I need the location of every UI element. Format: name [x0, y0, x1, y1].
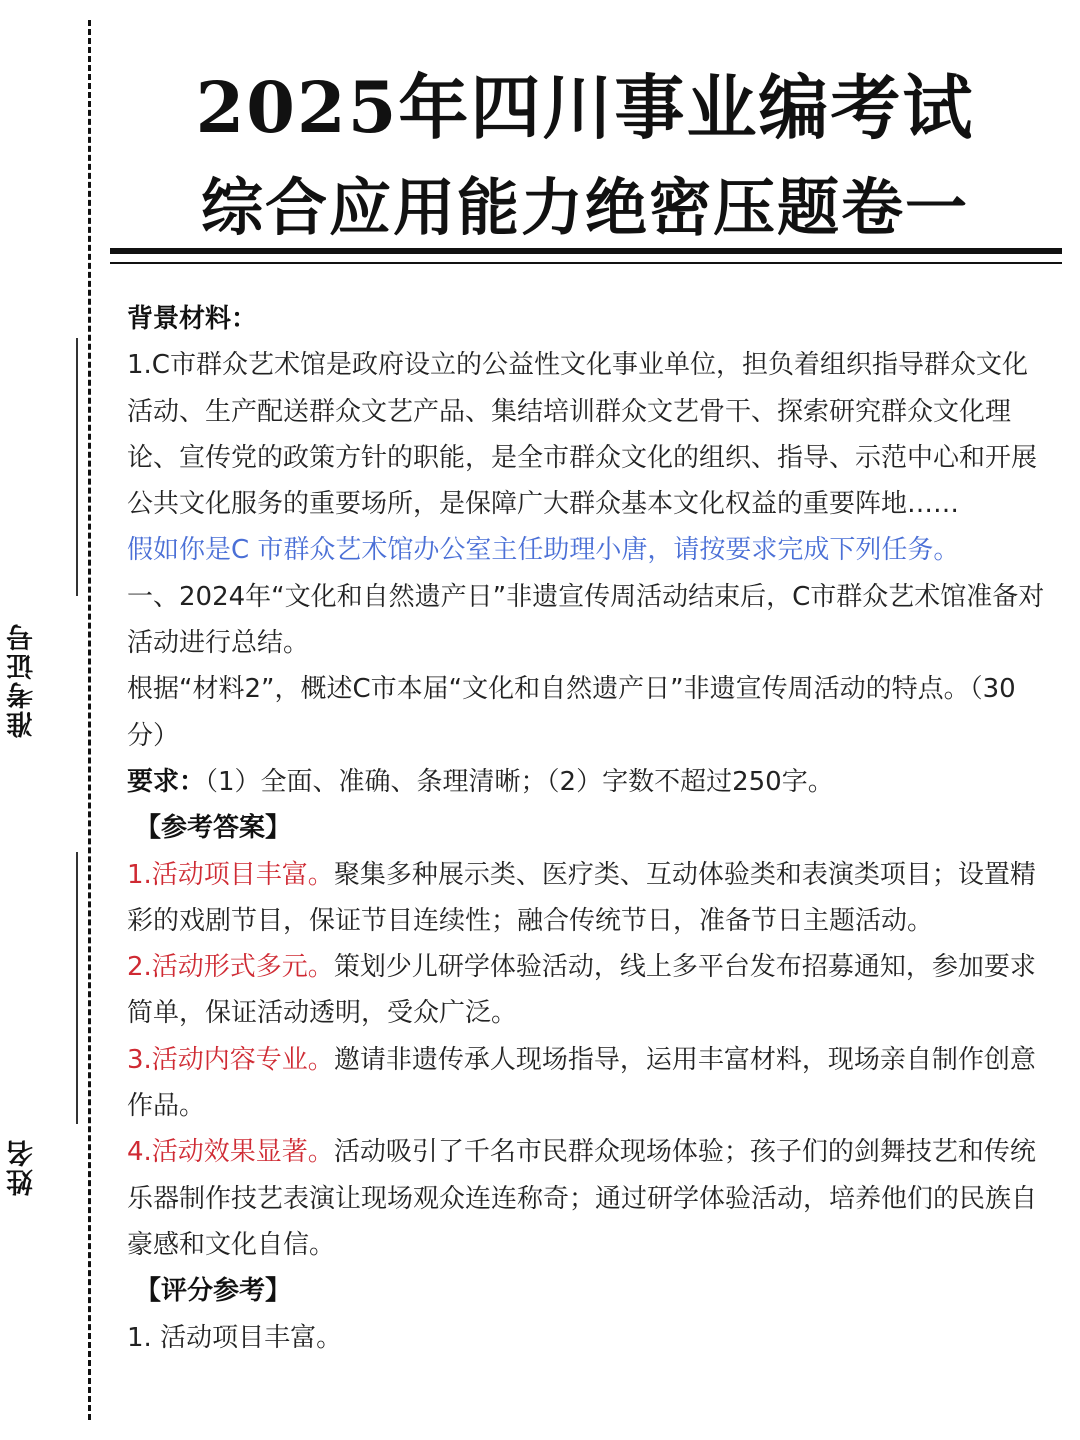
answer-item-body: 活动吸引了千名市民群众现场体验；孩子们的剑舞技艺和传统乐器制作技艺表演让现场观众连连称奇；通过研学体验活动，培养他们的民族自豪感和文化自信。 — [127, 1137, 1038, 1260]
answer-item-head: 2.活动形式多元。 — [127, 952, 334, 983]
binding-dashed-line — [88, 20, 91, 1420]
requirement-line — [127, 759, 1052, 805]
answer-item-head: 4.活动效果显著。 — [127, 1137, 334, 1168]
scoring-heading: 【评分参考】 — [135, 1276, 292, 1307]
role-instruction: 假如你是C 市群众艺术馆办公室主任助理小唐，请按要求完成下列任务。 — [127, 535, 960, 566]
answer-item — [127, 1037, 1052, 1130]
requirement-label: 要求： — [127, 766, 206, 797]
page-title: 2025年四川事业编考试 — [195, 66, 975, 149]
answer-item-head: 1.活动项目丰富。 — [127, 859, 334, 890]
answer-item — [127, 1129, 1052, 1268]
name-label: 姓名 — [7, 1138, 38, 1196]
answer-item-body: 策划少儿研学体验活动，线上多平台发布招募通知，参加要求简单，保证活动透明，受众广泛。 — [127, 952, 1036, 1029]
scoring-item: 1. 活动项目丰富。 — [127, 1322, 343, 1353]
requirement-text: （1）全面、准确、条理清晰；（2）字数不超过250字。 — [205, 766, 834, 797]
title-rule-thick — [110, 248, 1062, 254]
ticket-number-label: 准考证号 — [7, 622, 38, 738]
name-underline — [76, 852, 78, 1124]
answer-item-body: 邀请非遗传承人现场指导，运用丰富材料，现场亲自制作创意作品。 — [127, 1044, 1036, 1122]
document-body — [127, 296, 1052, 1361]
page-subtitle: 综合应用能力绝密压题卷一 — [200, 171, 969, 244]
answer-item — [127, 852, 1052, 945]
answer-item-head: 3.活动内容专业。 — [127, 1044, 334, 1075]
task-question: 根据“材料2”，概述C市本届“文化和自然遗产日”非遗宣传周活动的特点。（30分） — [127, 674, 1016, 751]
background-heading: 背景材料： — [127, 304, 258, 334]
title-rule-thin — [110, 262, 1062, 264]
answer-item — [127, 944, 1052, 1037]
answer-item-body: 聚集多种展示类、医疗类、互动体验类和表演类项目；设置精彩的戏剧节目，保证节目连续性；融合传统节日，准备节日主题活动。 — [127, 859, 1036, 936]
material-paragraph: 1.C市群众艺术馆是政府设立的公益性文化事业单位，担负着组织指导群众文化活动、生产配送群众文艺产品、集结培训群众文艺骨干、探索研究群众文化理论、宣传党的政策方针的职能，是全市群众文化的组织、指导、示范中心和开展公共文化服务的重要场所，是保障广大群众基本文化权益的重要阵地…… — [127, 350, 1038, 520]
task-paragraph: 一、2024年“文化和自然遗产日”非遗宣传周活动结束后，C市群众艺术馆准备对活动进行总结。 — [127, 581, 1045, 659]
answer-heading: 【参考答案】 — [135, 813, 292, 844]
ticket-number-underline — [76, 338, 78, 596]
